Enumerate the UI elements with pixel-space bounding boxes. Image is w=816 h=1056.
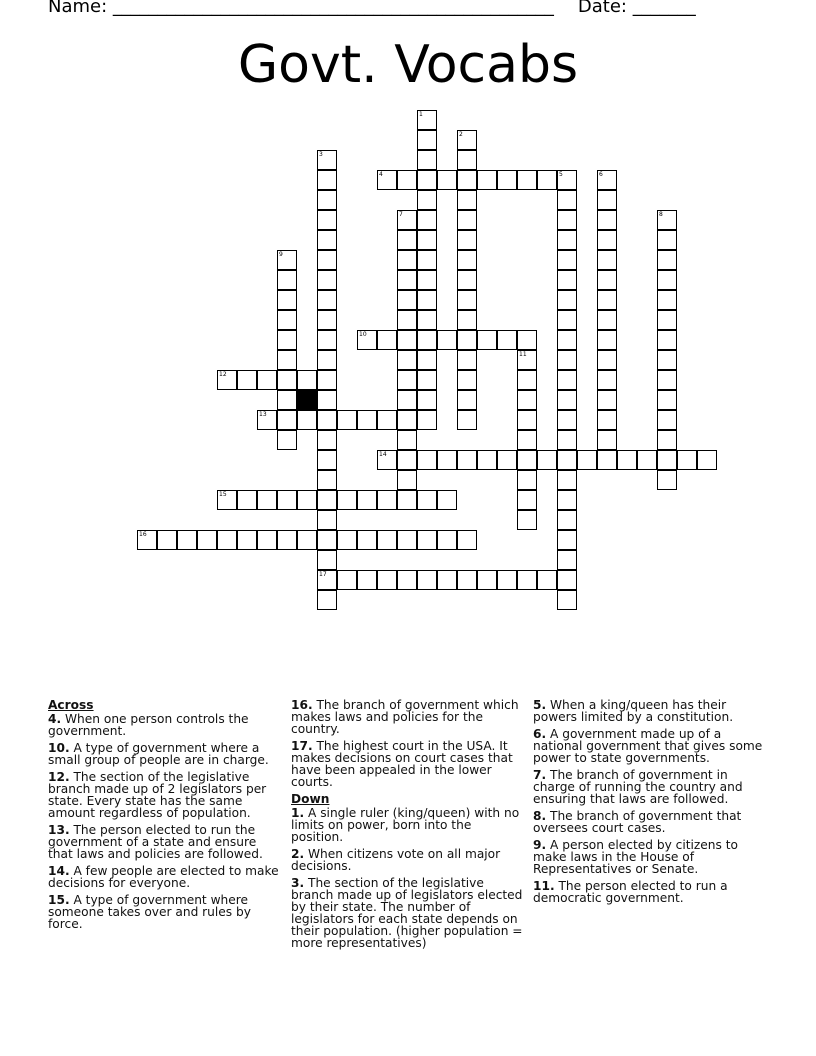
grid-cell[interactable]	[557, 190, 577, 210]
grid-cell[interactable]	[397, 250, 417, 270]
grid-cell[interactable]	[637, 450, 657, 470]
grid-cell[interactable]	[557, 370, 577, 390]
grid-cell[interactable]	[317, 310, 337, 330]
down-heading: Down	[291, 792, 330, 806]
grid-cell[interactable]	[317, 390, 337, 410]
clue-number-16: 16	[139, 531, 147, 538]
grid-cell[interactable]	[397, 350, 417, 370]
grid-cell[interactable]	[497, 570, 517, 590]
grid-cell[interactable]	[317, 250, 337, 270]
clue-number-12: 12	[219, 371, 227, 378]
grid-cell[interactable]	[657, 270, 677, 290]
grid-cell[interactable]	[457, 350, 477, 370]
grid-cell[interactable]	[417, 170, 437, 190]
clue-down-3: 3. The section of the legislative branch made up of legislators elected by their state. The number of legislators for each state depends on their population. (higher population = more representatives)	[291, 876, 523, 950]
grid-cell[interactable]	[297, 410, 317, 430]
grid-cell[interactable]	[657, 370, 677, 390]
grid-cell[interactable]	[277, 430, 297, 450]
grid-cell[interactable]	[457, 370, 477, 390]
grid-cell[interactable]	[657, 470, 677, 490]
grid-cell[interactable]	[417, 570, 437, 590]
grid-cell[interactable]	[337, 530, 357, 550]
grid-cell[interactable]	[457, 270, 477, 290]
grid-cell[interactable]	[517, 390, 537, 410]
grid-cell[interactable]	[397, 470, 417, 490]
grid-cell[interactable]	[557, 490, 577, 510]
grid-cell[interactable]	[657, 330, 677, 350]
grid-cell[interactable]	[357, 570, 377, 590]
grid-cell[interactable]	[417, 290, 437, 310]
grid-cell[interactable]	[317, 370, 337, 390]
grid-cell[interactable]	[317, 190, 337, 210]
grid-cell[interactable]	[557, 450, 577, 470]
grid-cell[interactable]	[597, 370, 617, 390]
clue-number-8: 8	[659, 211, 663, 218]
grid-cell[interactable]	[557, 410, 577, 430]
grid-cell[interactable]	[657, 350, 677, 370]
grid-cell[interactable]	[557, 230, 577, 250]
grid-cell[interactable]	[517, 490, 537, 510]
grid-cell[interactable]	[257, 530, 277, 550]
grid-cell[interactable]	[557, 270, 577, 290]
clues-column-3	[533, 699, 767, 909]
grid-black-cell	[297, 390, 317, 410]
grid-cell[interactable]	[377, 490, 397, 510]
grid-cell[interactable]	[517, 330, 537, 350]
grid-cell[interactable]	[337, 490, 357, 510]
grid-cell[interactable]	[377, 410, 397, 430]
clue-down-11: 11. The person elected to run a democratic government.	[533, 879, 728, 905]
grid-cell[interactable]	[597, 430, 617, 450]
grid-cell[interactable]	[317, 430, 337, 450]
grid-cell[interactable]	[557, 550, 577, 570]
grid-cell[interactable]	[557, 510, 577, 530]
name-field[interactable]: Name: _________________________________________________	[48, 0, 554, 17]
grid-cell[interactable]	[557, 530, 577, 550]
grid-cell[interactable]	[397, 170, 417, 190]
grid-cell[interactable]	[457, 190, 477, 210]
clue-across-12: 12. The section of the legislative branch made up of 2 legislators per state. Every state has the same amount regardless of population.	[48, 770, 267, 820]
grid-cell[interactable]	[557, 290, 577, 310]
grid-cell[interactable]	[657, 450, 677, 470]
clue-down-9: 9. A person elected by citizens to make laws in the House of Representatives or Senate.	[533, 838, 738, 876]
grid-cell[interactable]	[417, 410, 437, 430]
grid-cell[interactable]	[397, 270, 417, 290]
grid-cell[interactable]	[397, 530, 417, 550]
grid-cell[interactable]	[577, 450, 597, 470]
grid-cell[interactable]	[277, 370, 297, 390]
grid-cell[interactable]	[437, 450, 457, 470]
grid-cell[interactable]	[417, 350, 437, 370]
grid-cell[interactable]	[317, 470, 337, 490]
grid-cell[interactable]	[597, 410, 617, 430]
grid-cell[interactable]	[257, 490, 277, 510]
grid-cell[interactable]	[457, 150, 477, 170]
grid-cell[interactable]	[237, 370, 257, 390]
clue-number-3: 3	[319, 151, 323, 158]
grid-cell[interactable]	[457, 210, 477, 230]
grid-cell[interactable]	[437, 570, 457, 590]
grid-cell[interactable]	[317, 590, 337, 610]
grid-cell[interactable]	[417, 130, 437, 150]
grid-cell[interactable]	[517, 570, 537, 590]
grid-cell[interactable]	[417, 250, 437, 270]
grid-cell[interactable]	[557, 250, 577, 270]
grid-cell[interactable]	[697, 450, 717, 470]
grid-cell[interactable]	[557, 390, 577, 410]
grid-cell[interactable]	[597, 270, 617, 290]
clue-number-10: 10	[359, 331, 367, 338]
grid-cell[interactable]	[317, 330, 337, 350]
grid-cell[interactable]	[597, 210, 617, 230]
grid-cell[interactable]	[517, 470, 537, 490]
clues-column-2	[291, 699, 525, 954]
grid-cell[interactable]	[597, 450, 617, 470]
grid-cell[interactable]	[457, 170, 477, 190]
grid-cell[interactable]	[417, 230, 437, 250]
grid-cell[interactable]	[597, 250, 617, 270]
grid-cell[interactable]	[417, 330, 437, 350]
grid-cell[interactable]	[417, 530, 437, 550]
grid-cell[interactable]	[597, 190, 617, 210]
grid-cell[interactable]	[277, 270, 297, 290]
grid-cell[interactable]	[457, 230, 477, 250]
grid-cell[interactable]	[657, 410, 677, 430]
grid-cell[interactable]	[297, 490, 317, 510]
grid-cell[interactable]	[597, 390, 617, 410]
grid-cell[interactable]	[397, 570, 417, 590]
grid-cell[interactable]	[557, 350, 577, 370]
grid-cell[interactable]	[517, 370, 537, 390]
clue-across-14: 14. A few people are elected to make decisions for everyone.	[48, 864, 279, 890]
grid-cell[interactable]	[317, 270, 337, 290]
across-heading: Across	[48, 698, 94, 712]
clue-number-5: 5	[559, 171, 563, 178]
grid-cell[interactable]	[597, 290, 617, 310]
grid-cell[interactable]	[457, 250, 477, 270]
grid-cell[interactable]	[557, 330, 577, 350]
grid-cell[interactable]	[617, 450, 637, 470]
grid-cell[interactable]	[217, 530, 237, 550]
grid-cell[interactable]	[557, 210, 577, 230]
grid-cell[interactable]	[557, 590, 577, 610]
clue-down-5: 5. When a king/queen has their powers limited by a constitution.	[533, 698, 734, 724]
grid-cell[interactable]	[457, 450, 477, 470]
grid-cell[interactable]	[397, 390, 417, 410]
clue-number-2: 2	[459, 131, 463, 138]
grid-cell[interactable]	[317, 450, 337, 470]
grid-cell[interactable]	[317, 170, 337, 190]
grid-cell[interactable]	[657, 390, 677, 410]
grid-cell[interactable]	[297, 530, 317, 550]
grid-cell[interactable]	[497, 330, 517, 350]
grid-cell[interactable]	[277, 490, 297, 510]
grid-cell[interactable]	[477, 450, 497, 470]
clue-across-16: 16. The branch of government which makes laws and policies for the country.	[291, 698, 519, 736]
clue-number-15: 15	[219, 491, 227, 498]
grid-cell[interactable]	[457, 390, 477, 410]
grid-cell[interactable]	[317, 410, 337, 430]
grid-cell[interactable]	[397, 450, 417, 470]
grid-cell[interactable]	[517, 410, 537, 430]
page-title: Govt. Vocabs	[237, 35, 579, 95]
grid-cell[interactable]	[277, 330, 297, 350]
grid-cell[interactable]	[397, 310, 417, 330]
grid-cell[interactable]	[457, 330, 477, 350]
grid-cell[interactable]	[317, 490, 337, 510]
grid-cell[interactable]	[477, 570, 497, 590]
grid-cell[interactable]	[417, 390, 437, 410]
grid-cell[interactable]	[277, 290, 297, 310]
grid-cell[interactable]	[357, 490, 377, 510]
grid-cell[interactable]	[337, 570, 357, 590]
grid-cell[interactable]	[417, 310, 437, 330]
grid-cell[interactable]	[457, 290, 477, 310]
grid-cell[interactable]	[317, 230, 337, 250]
grid-cell[interactable]	[237, 530, 257, 550]
clue-number-11: 11	[519, 351, 527, 358]
grid-cell[interactable]	[517, 450, 537, 470]
grid-cell[interactable]	[597, 310, 617, 330]
grid-cell[interactable]	[677, 450, 697, 470]
clue-down-6: 6. A government made up of a national government that gives some power to state governments.	[533, 727, 763, 765]
grid-cell[interactable]	[657, 310, 677, 330]
grid-cell[interactable]	[177, 530, 197, 550]
grid-cell[interactable]	[377, 330, 397, 350]
grid-cell[interactable]	[417, 450, 437, 470]
clue-number-17: 17	[319, 571, 327, 578]
grid-cell[interactable]	[497, 450, 517, 470]
clue-across-4: 4. When one person controls the government.	[48, 712, 249, 738]
grid-cell[interactable]	[657, 430, 677, 450]
grid-cell[interactable]	[557, 470, 577, 490]
clue-across-10: 10. A type of government where a small group of people are in charge.	[48, 741, 269, 767]
grid-cell[interactable]	[497, 170, 517, 190]
clues-column-1	[48, 699, 280, 935]
clue-number-14: 14	[379, 451, 387, 458]
grid-cell[interactable]	[317, 290, 337, 310]
grid-cell[interactable]	[477, 170, 497, 190]
grid-cell[interactable]	[537, 570, 557, 590]
grid-cell[interactable]	[277, 530, 297, 550]
grid-cell[interactable]	[657, 230, 677, 250]
clue-down-2: 2. When citizens vote on all major decisions.	[291, 847, 501, 873]
grid-cell[interactable]	[417, 270, 437, 290]
grid-cell[interactable]	[457, 570, 477, 590]
grid-cell[interactable]	[297, 370, 317, 390]
grid-cell[interactable]	[377, 570, 397, 590]
grid-cell[interactable]	[317, 210, 337, 230]
clue-number-4: 4	[379, 171, 383, 178]
grid-cell[interactable]	[457, 530, 477, 550]
grid-cell[interactable]	[237, 490, 257, 510]
grid-cell[interactable]	[597, 350, 617, 370]
grid-cell[interactable]	[277, 350, 297, 370]
clue-number-1: 1	[419, 111, 423, 118]
grid-cell[interactable]	[437, 530, 457, 550]
grid-cell[interactable]	[537, 170, 557, 190]
clue-across-15: 15. A type of government where someone takes over and rules by force.	[48, 893, 251, 931]
grid-cell[interactable]	[417, 490, 437, 510]
grid-cell[interactable]	[517, 170, 537, 190]
grid-cell[interactable]	[457, 410, 477, 430]
grid-cell[interactable]	[477, 330, 497, 350]
clue-down-7: 7. The branch of government in charge of running the country and ensuring that laws are followed.	[533, 768, 743, 806]
grid-cell[interactable]	[197, 530, 217, 550]
grid-cell[interactable]	[657, 290, 677, 310]
grid-cell[interactable]	[277, 410, 297, 430]
grid-cell[interactable]	[397, 290, 417, 310]
grid-cell[interactable]	[337, 410, 357, 430]
grid-cell[interactable]	[377, 530, 397, 550]
clue-down-8: 8. The branch of government that oversees court cases.	[533, 809, 742, 835]
grid-cell[interactable]	[597, 330, 617, 350]
grid-cell[interactable]	[257, 370, 277, 390]
grid-cell[interactable]	[437, 170, 457, 190]
grid-cell[interactable]	[517, 430, 537, 450]
clue-down-1: 1. A single ruler (king/queen) with no limits on power, born into the position.	[291, 806, 520, 844]
grid-cell[interactable]	[417, 210, 437, 230]
grid-cell[interactable]	[597, 230, 617, 250]
grid-cell[interactable]	[157, 530, 177, 550]
grid-cell[interactable]	[657, 250, 677, 270]
clue-number-6: 6	[599, 171, 603, 178]
grid-cell[interactable]	[277, 390, 297, 410]
grid-cell[interactable]	[417, 150, 437, 170]
grid-cell[interactable]	[397, 330, 417, 350]
grid-cell[interactable]	[397, 430, 417, 450]
clue-number-9: 9	[279, 251, 283, 258]
grid-cell[interactable]	[557, 570, 577, 590]
clue-number-7: 7	[399, 211, 403, 218]
grid-cell[interactable]	[397, 370, 417, 390]
grid-cell[interactable]	[357, 410, 377, 430]
grid-cell[interactable]	[397, 230, 417, 250]
grid-cell[interactable]	[277, 310, 297, 330]
grid-cell[interactable]	[317, 530, 337, 550]
grid-cell[interactable]	[417, 370, 437, 390]
grid-cell[interactable]	[317, 510, 337, 530]
grid-cell[interactable]	[457, 310, 477, 330]
clue-number-13: 13	[259, 411, 267, 418]
grid-cell[interactable]	[437, 330, 457, 350]
grid-cell[interactable]	[437, 490, 457, 510]
date-field[interactable]: Date: _______	[577, 0, 696, 17]
grid-cell[interactable]	[317, 550, 337, 570]
grid-cell[interactable]	[397, 490, 417, 510]
grid-cell[interactable]	[557, 310, 577, 330]
clue-across-13: 13. The person elected to run the government of a state and ensure that laws and policies are followed.	[48, 823, 263, 861]
grid-cell[interactable]	[417, 190, 437, 210]
grid-cell[interactable]	[537, 450, 557, 470]
clue-across-17: 17. The highest court in the USA. It makes decisions on court cases that have been appealed in the lower courts.	[291, 739, 513, 789]
grid-cell[interactable]	[317, 350, 337, 370]
grid-cell[interactable]	[557, 430, 577, 450]
grid-cell[interactable]	[357, 530, 377, 550]
grid-cell[interactable]	[397, 410, 417, 430]
grid-cell[interactable]	[517, 510, 537, 530]
